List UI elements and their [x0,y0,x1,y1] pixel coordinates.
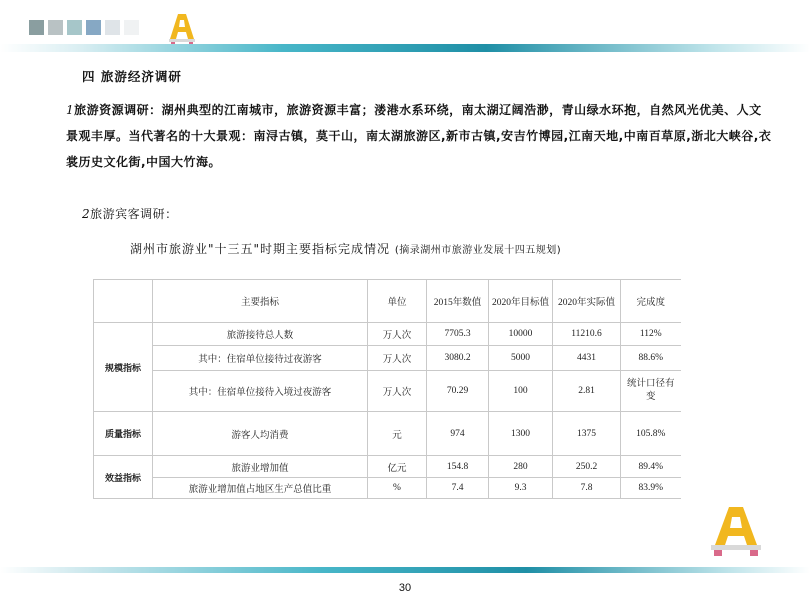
category-cell: 质量指标 [94,412,153,456]
paragraph-number: 1 [66,103,75,117]
table-row [94,346,681,371]
unit-cell: 元 [368,412,427,456]
completion-cell: 统计口径有变 [621,371,681,412]
header-cell: 完成度 [621,280,681,323]
letter-a-logo-icon [169,11,195,45]
target-2020-cell: 9.3 [489,478,553,499]
table-row [94,478,681,499]
table-caption-source: (摘录湖州市旅游业发展十四五规划) [394,245,562,256]
completion-cell: 112% [621,323,681,346]
color-swatch [48,20,63,35]
color-swatch [105,20,120,35]
target-2020-cell: 10000 [489,323,553,346]
unit-cell: 亿元 [368,456,427,478]
guest-survey-heading [82,205,178,222]
table-caption-title: 湖州市旅游业"十三五"时期主要指标完成情况 [130,242,391,256]
category-cell: 效益指标 [94,456,153,499]
completion-cell: 83.9% [621,478,681,499]
actual-2020-cell: 11210.6 [553,323,621,346]
unit-cell: % [368,478,427,499]
target-2020-cell: 1300 [489,412,553,456]
footer-divider [0,567,810,573]
table-row [94,323,681,346]
value-2015-cell: 7705.3 [427,323,489,346]
header-cell: 2015年数值 [427,280,489,323]
completion-cell: 105.8% [621,412,681,456]
actual-2020-cell: 250.2 [553,456,621,478]
paragraph-text: 旅游资源调研：湖州典型的江南城市，旅游资源丰富；溇港水系环绕，南太湖辽阔浩渺，青山绿水环抱，自然风光优美、人文景观丰厚。当代著名的十大景观：南浔古镇，莫干山，南太湖旅游区,新市古镇,安吉竹博园,江南天地,中南百草原,浙北大峡谷,衣裳历史文化街,中国大竹海。 [66,103,772,169]
color-swatch-strip [29,20,139,35]
indicator-name-cell: 其中：住宿单位接待入境过夜游客 [153,371,368,412]
completion-cell: 89.4% [621,456,681,478]
color-swatch [29,20,44,35]
header-divider [0,44,810,52]
heading-text: 旅游宾客调研： [90,207,178,221]
actual-2020-cell: 4431 [553,346,621,371]
value-2015-cell: 154.8 [427,456,489,478]
section-title: 四 旅游经济调研 [82,69,182,84]
table-caption [130,240,561,257]
tourism-resources-paragraph [66,97,774,175]
value-2015-cell: 7.4 [427,478,489,499]
completion-cell: 88.6% [621,346,681,371]
header-cell-empty [94,280,153,323]
table-row [94,456,681,478]
indicator-name-cell: 旅游接待总人数 [153,323,368,346]
indicator-name-cell: 旅游业增加值占地区生产总值比重 [153,478,368,499]
color-swatch [86,20,101,35]
header-cell: 2020年实际值 [553,280,621,323]
actual-2020-cell: 1375 [553,412,621,456]
table-row [94,371,681,412]
category-cell: 规模指标 [94,323,153,412]
unit-cell: 万人次 [368,346,427,371]
table-header-row [94,280,681,323]
actual-2020-cell: 2.81 [553,371,621,412]
target-2020-cell: 5000 [489,346,553,371]
value-2015-cell: 70.29 [427,371,489,412]
color-swatch [124,20,139,35]
indicator-name-cell: 旅游业增加值 [153,456,368,478]
indicators-table [93,279,681,499]
indicator-name-cell: 其中：住宿单位接待过夜游客 [153,346,368,371]
value-2015-cell: 974 [427,412,489,456]
target-2020-cell: 280 [489,456,553,478]
heading-number: 2 [82,207,91,221]
color-swatch [67,20,82,35]
header-cell: 主要指标 [153,280,368,323]
unit-cell: 万人次 [368,323,427,346]
target-2020-cell: 100 [489,371,553,412]
page-number: 30 [398,582,412,594]
unit-cell: 万人次 [368,371,427,412]
indicator-name-cell: 游客人均消费 [153,412,368,456]
header-cell: 2020年目标值 [489,280,553,323]
table-row [94,412,681,456]
actual-2020-cell: 7.8 [553,478,621,499]
value-2015-cell: 3080.2 [427,346,489,371]
letter-a-logo-icon [711,505,761,557]
header-cell: 单位 [368,280,427,323]
